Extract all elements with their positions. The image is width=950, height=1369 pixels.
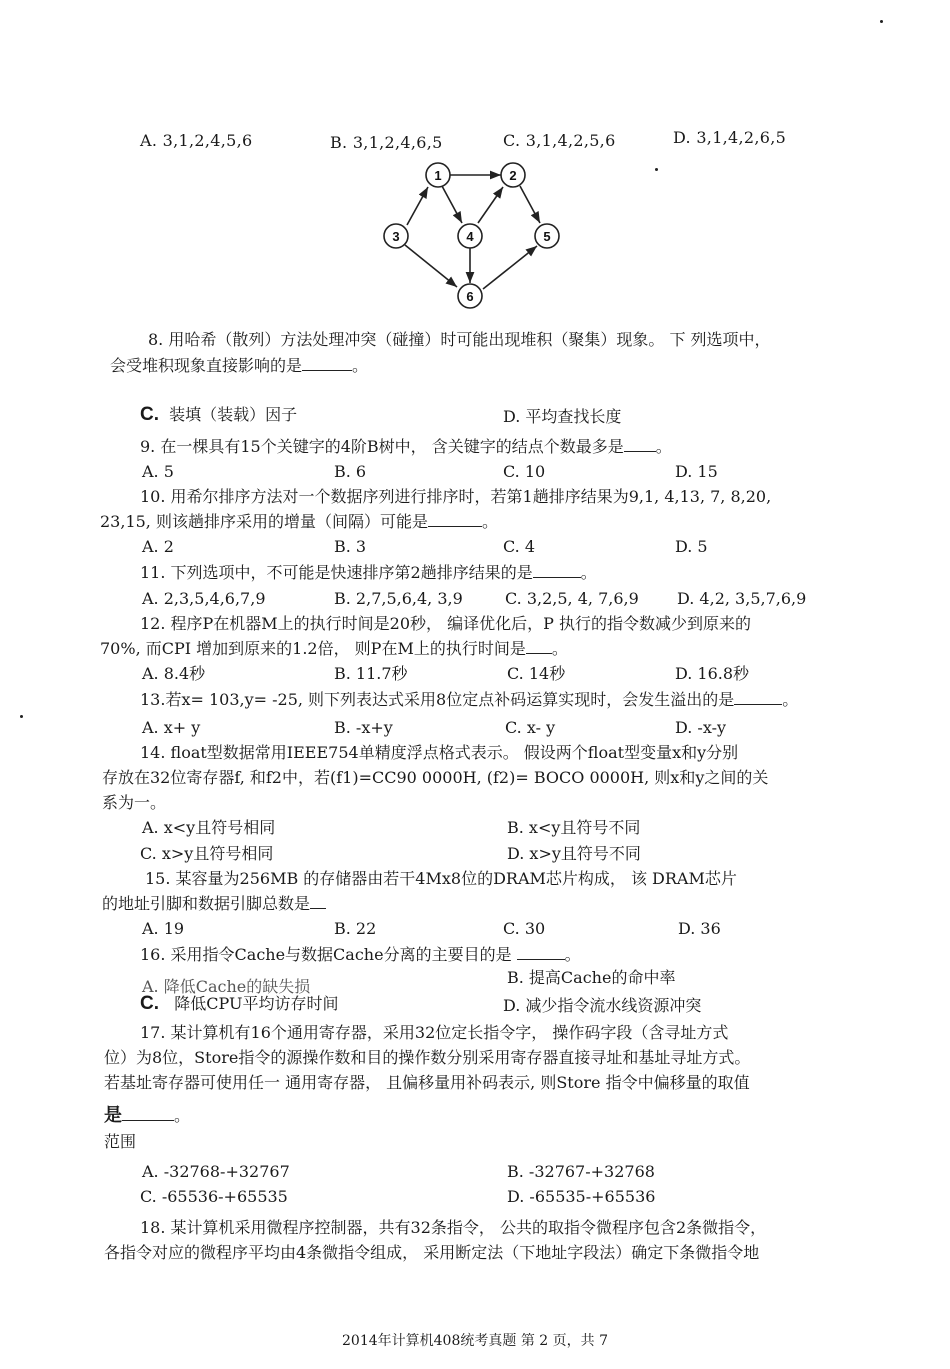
q17-option-c: C. -65536-+65535 [140,1187,288,1206]
q12-stem-text: 70%, 而CPI 增加到原来的1.2倍， 则P在M上的执行时间是 [100,639,526,658]
q15-option-b: B. 22 [334,919,377,938]
answer-blank [624,437,656,452]
scan-dot [20,715,23,718]
q10-stem-line2 [100,512,498,532]
q17-stem-line1: 17. 某计算机有16个通用寄存器，采用32位定长指令字， 操作码字段（含寻址方式 [140,1023,729,1042]
graph-node-label: 4 [466,229,474,244]
q16-stem-text: 16. 采用指令Cache与数据Cache分离的主要目的是 [140,945,512,964]
directed-graph [370,155,580,315]
q10-stem-end: 。 [481,512,498,531]
q9-option-c: C. 10 [503,462,546,481]
q11-stem-end: 。 [580,563,597,582]
q11-stem-text: 11. 下列选项中，不可能是快速排序第2趟排序结果的是 [140,563,533,582]
q14-stem-line1: 14. float型数据常用IEEE754单精度浮点格式表示。 假设两个float型变量x和y分别 [140,743,739,762]
q16-option-c [140,994,338,1014]
q12-option-c: C. 14秒 [507,664,566,683]
q9-stem-text: 9. 在一棵具有15个关键字的4阶B树中， 含关键字的结点个数最多是 [140,437,624,456]
q15-stem-text: 的地址引脚和数据引脚总数是 [102,894,311,913]
q15-option-c: C. 30 [503,919,546,938]
q15-stem-line1: 15. 某容量为256MB 的存储器由若干4Mx8位的DRAM芯片构成， 该 DRAM芯片 [145,869,737,888]
q13-stem-end: 。 [782,690,799,709]
q8-option-c-letter: C. [140,404,159,425]
q15-option-d: D. 36 [678,919,721,938]
answer-blank [517,945,565,960]
q18-stem-line1: 18. 某计算机采用微程序控制器，共有32条指令， 公共的取指令微程序包含2条微指令， [140,1218,767,1237]
q9-option-b: B. 6 [334,462,367,481]
answer-blank [122,1106,174,1121]
q11-option-d: D. 4,2, 3,5,7,6,9 [677,589,807,608]
q14-option-a: A. x<y且符号相同 [142,818,276,837]
q10-option-d: D. 5 [675,537,708,556]
answer-blank [428,512,482,527]
q8-stem-line2 [110,356,368,376]
q17-stem-line3: 若基址寄存器可使用任一 通用寄存器， 且偏移量用补码表示, 则Store 指令中偏移量的取值 [104,1073,750,1092]
q9-stem [140,437,672,457]
q8-option-c [140,405,297,425]
q15-stem-line2 [102,894,326,914]
q12-stem-line2 [100,639,568,659]
graph-node-label: 6 [466,289,474,304]
q7-option-a: A. 3,1,2,4,5,6 [140,131,253,150]
graph-node-label: 3 [392,229,400,244]
q12-option-b: B. 11.7秒 [334,664,408,683]
answer-blank [310,894,326,909]
q14-option-d: D. x>y且符号不同 [507,844,641,863]
q17-stem-text: 是 [104,1105,122,1126]
q8-option-d: D. 平均查找长度 [503,407,622,426]
q13-stem [140,690,798,710]
q8-option-c-text: 装填（装载）因子 [169,405,298,424]
answer-blank [734,690,782,705]
q7-option-c: C. 3,1,4,2,5,6 [503,131,616,150]
q11-stem [140,563,597,583]
q12-stem-end: 。 [551,639,568,658]
q15-option-a: A. 19 [142,919,185,938]
page-footer: 2014年计算机408统考真题 第 2 页，共 7 [342,1333,608,1349]
q16-stem-end: 。 [564,945,581,964]
graph-node-label: 5 [543,229,551,244]
q17-option-b: B. -32767-+32768 [507,1162,655,1181]
q8-stem-end: 。 [352,356,369,375]
answer-blank [533,563,581,578]
q11-option-b: B. 2,7,5,6,4, 3,9 [334,589,463,608]
q13-stem-text: 13.若x= 103,y= -25, 则下列表达式采用8位定点补码运算实现时，会发生溢出的是 [140,690,735,709]
q10-stem-text: 23,15, 则该趟排序采用的增量（间隔）可能是 [100,512,428,531]
q8-stem-text: 会受堆积现象直接影响的是 [110,356,303,375]
q16-option-c-text: 降低CPU平均访存时间 [174,994,339,1013]
q9-option-a: A. 5 [142,462,174,481]
answer-blank [302,356,352,371]
q17-stem-line2: 位）为8位，Store指令的源操作数和目的操作数分别采用寄存器直接寻址和基址寻址方式。 [104,1048,751,1067]
q10-option-b: B. 3 [334,537,367,556]
q12-option-a: A. 8.4秒 [142,664,206,683]
q16-option-d: D. 减少指令流水线资源冲突 [503,996,702,1015]
q17-option-d: D. -65535-+65536 [507,1187,656,1206]
q16-option-c-letter: C. [140,993,159,1014]
q17-option-a: A. -32768-+32767 [142,1162,290,1181]
q14-option-b: B. x<y且符号不同 [507,818,641,837]
q18-stem-line2: 各指令对应的微程序平均由4条微指令组成， 采用断定法（下地址字段法）确定下条微指令地 [104,1243,760,1262]
q10-stem-line1: 10. 用希尔排序方法对一个数据序列进行排序时，若第1趟排序结果为9,1, 4,13, 7, 8,20, [140,487,772,506]
q9-stem-end: 。 [655,437,672,456]
q16-option-b: B. 提高Cache的命中率 [507,968,676,987]
q11-option-c: C. 3,2,5, 4, 7,6,9 [505,589,639,608]
graph-node-label: 2 [509,168,517,183]
q14-stem-line3: 系为一。 [102,793,167,812]
q13-option-a: A. x+ y [142,718,201,737]
q13-option-c: C. x- y [505,718,556,737]
q8-stem-line1: 8. 用哈希（散列）方法处理冲突（碰撞）时可能出现堆积（聚集）现象。 下 列选项中， [148,330,771,349]
q10-option-c: C. 4 [503,537,536,556]
graph-node-label: 1 [434,168,442,183]
scan-dot [655,168,658,171]
q17-stem-line4 [104,1106,190,1126]
scan-dot [880,20,883,23]
q11-option-a: A. 2,3,5,4,6,7,9 [142,589,266,608]
q12-stem-line1: 12. 程序P在机器M上的执行时间是20秒， 编译优化后，P 执行的指令数减少到原来的 [140,614,751,633]
q16-option-a: A. 降低Cache的缺失损 [142,977,311,996]
q13-option-d: D. -x-y [675,718,727,737]
q10-option-a: A. 2 [142,537,174,556]
q14-stem-line2: 存放在32位寄存器f, 和f2中，若(f1)=CC90 0000H, (f2)= BOCO 0000H, 则x和y之间的关 [102,768,769,787]
q17-stem-line5: 范围 [104,1132,137,1151]
q13-option-b: B. -x+y [334,718,393,737]
q9-option-d: D. 15 [675,462,718,481]
q12-option-d: D. 16.8秒 [675,664,750,683]
q16-stem [140,945,581,965]
q7-option-b: B. 3,1,2,4,6,5 [330,133,443,152]
q14-option-c: C. x>y且符号相同 [140,844,274,863]
q7-option-d: D. 3,1,4,2,6,5 [673,128,787,147]
q17-stem-end: 。 [174,1106,191,1125]
answer-blank [526,639,552,654]
